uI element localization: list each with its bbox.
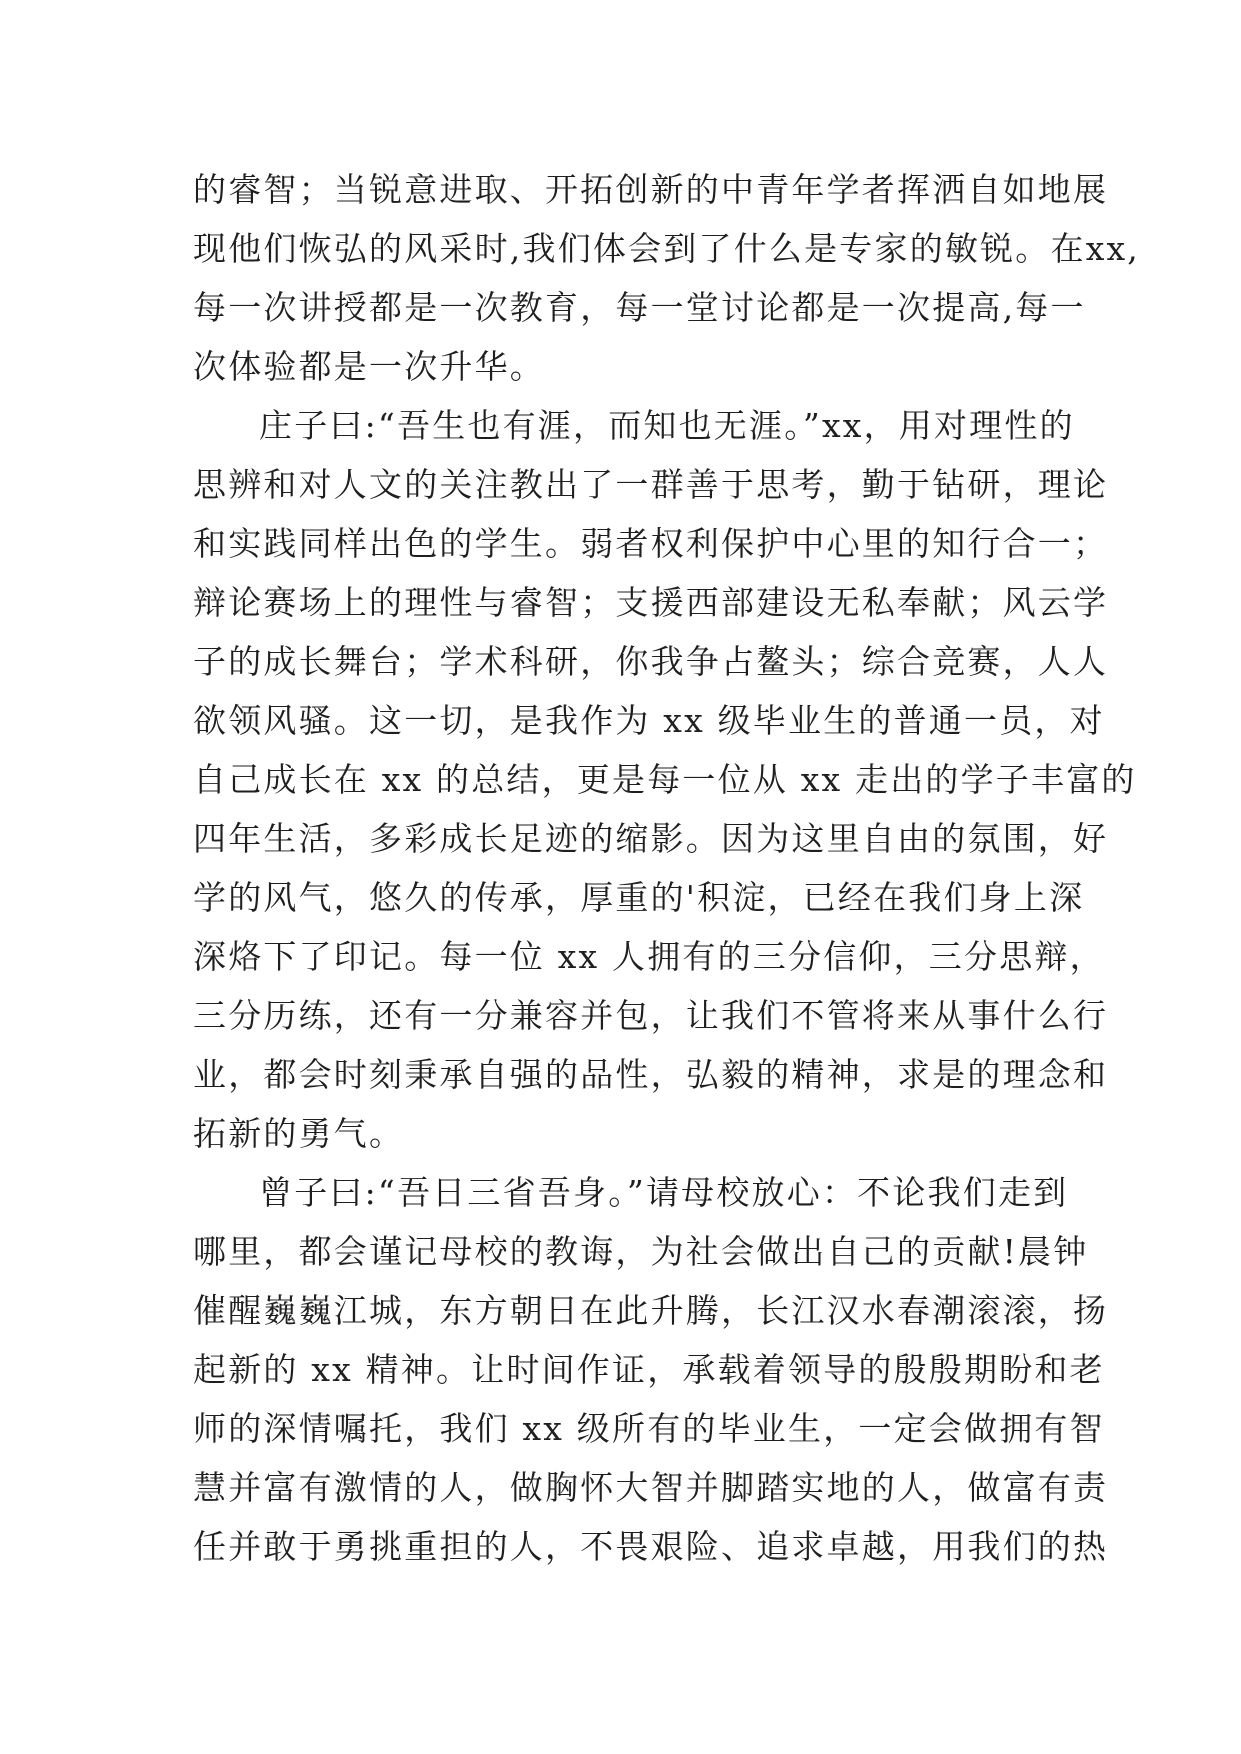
text-line: 业，都会时刻秉承自强的品性，弘毅的精神，求是的理念和: [193, 1055, 1109, 1094]
text-line: 辩论赛场上的理性与睿智；支援西部建设无私奉献；风云学: [193, 583, 1109, 622]
text-line: 四年生活，多彩成长足迹的缩影。因为这里自由的氛围，好: [193, 819, 1109, 858]
text-line: 拓新的勇气。: [193, 1114, 405, 1153]
text-line: 和实践同样出色的学生。弱者权利保护中心里的知行合一；: [193, 524, 1109, 563]
text-line: 深烙下了印记。每一位 xx 人拥有的三分信仰，三分思辩，: [193, 937, 1105, 976]
text-line: 哪里，都会谨记母校的教诲，为社会做出自己的贡献!晨钟: [193, 1232, 1089, 1271]
text-line: 任并敢于勇挑重担的人，不畏艰险、追求卓越，用我们的热: [193, 1527, 1109, 1566]
text-line: 次体验都是一次升华。: [193, 347, 545, 386]
text-line: 每一次讲授都是一次教育，每一堂讨论都是一次提高,每一: [193, 288, 1086, 327]
body-text: [193, 160, 1141, 1576]
paragraph-first-line: 庄子曰:“吾生也有涯，而知也无涯。”xx，用对理性的: [259, 406, 1075, 445]
text-line: 思辨和对人文的关注教出了一群善于思考，勤于钻研，理论: [193, 465, 1109, 504]
text-line: 的睿智；当锐意进取、开拓创新的中青年学者挥洒自如地展: [193, 170, 1109, 209]
text-line: 现他们恢弘的风采时,我们体会到了什么是专家的敏锐。在xx,: [193, 229, 1141, 268]
text-line: 慧并富有激情的人，做胸怀大智并脚踏实地的人，做富有责: [193, 1468, 1109, 1507]
text-line: 自己成长在 xx 的总结，更是每一位从 xx 走出的学子丰富的: [193, 760, 1137, 799]
text-line: 学的风气，悠久的传承，厚重的'积淀，已经在我们身上深: [193, 878, 1085, 917]
text-line: 子的成长舞台；学术科研，你我争占鳌头；综合竞赛，人人: [193, 642, 1109, 681]
paragraph-first-line: 曾子曰:“吾日三省吾身。”请母校放心：不论我们走到: [259, 1173, 1069, 1212]
text-line: 师的深情嘱托，我们 xx 级所有的毕业生，一定会做拥有智: [193, 1409, 1105, 1448]
text-line: 起新的 xx 精神。让时间作证，承载着领导的殷殷期盼和老: [193, 1350, 1105, 1389]
text-line: 三分历练，还有一分兼容并包，让我们不管将来从事什么行: [193, 996, 1109, 1035]
text-line: 催醒巍巍江城，东方朝日在此升腾，长江汉水春潮滚滚，扬: [193, 1291, 1109, 1330]
text-line: 欲领风骚。这一切，是我作为 xx 级毕业生的普通一员，对: [193, 701, 1105, 740]
